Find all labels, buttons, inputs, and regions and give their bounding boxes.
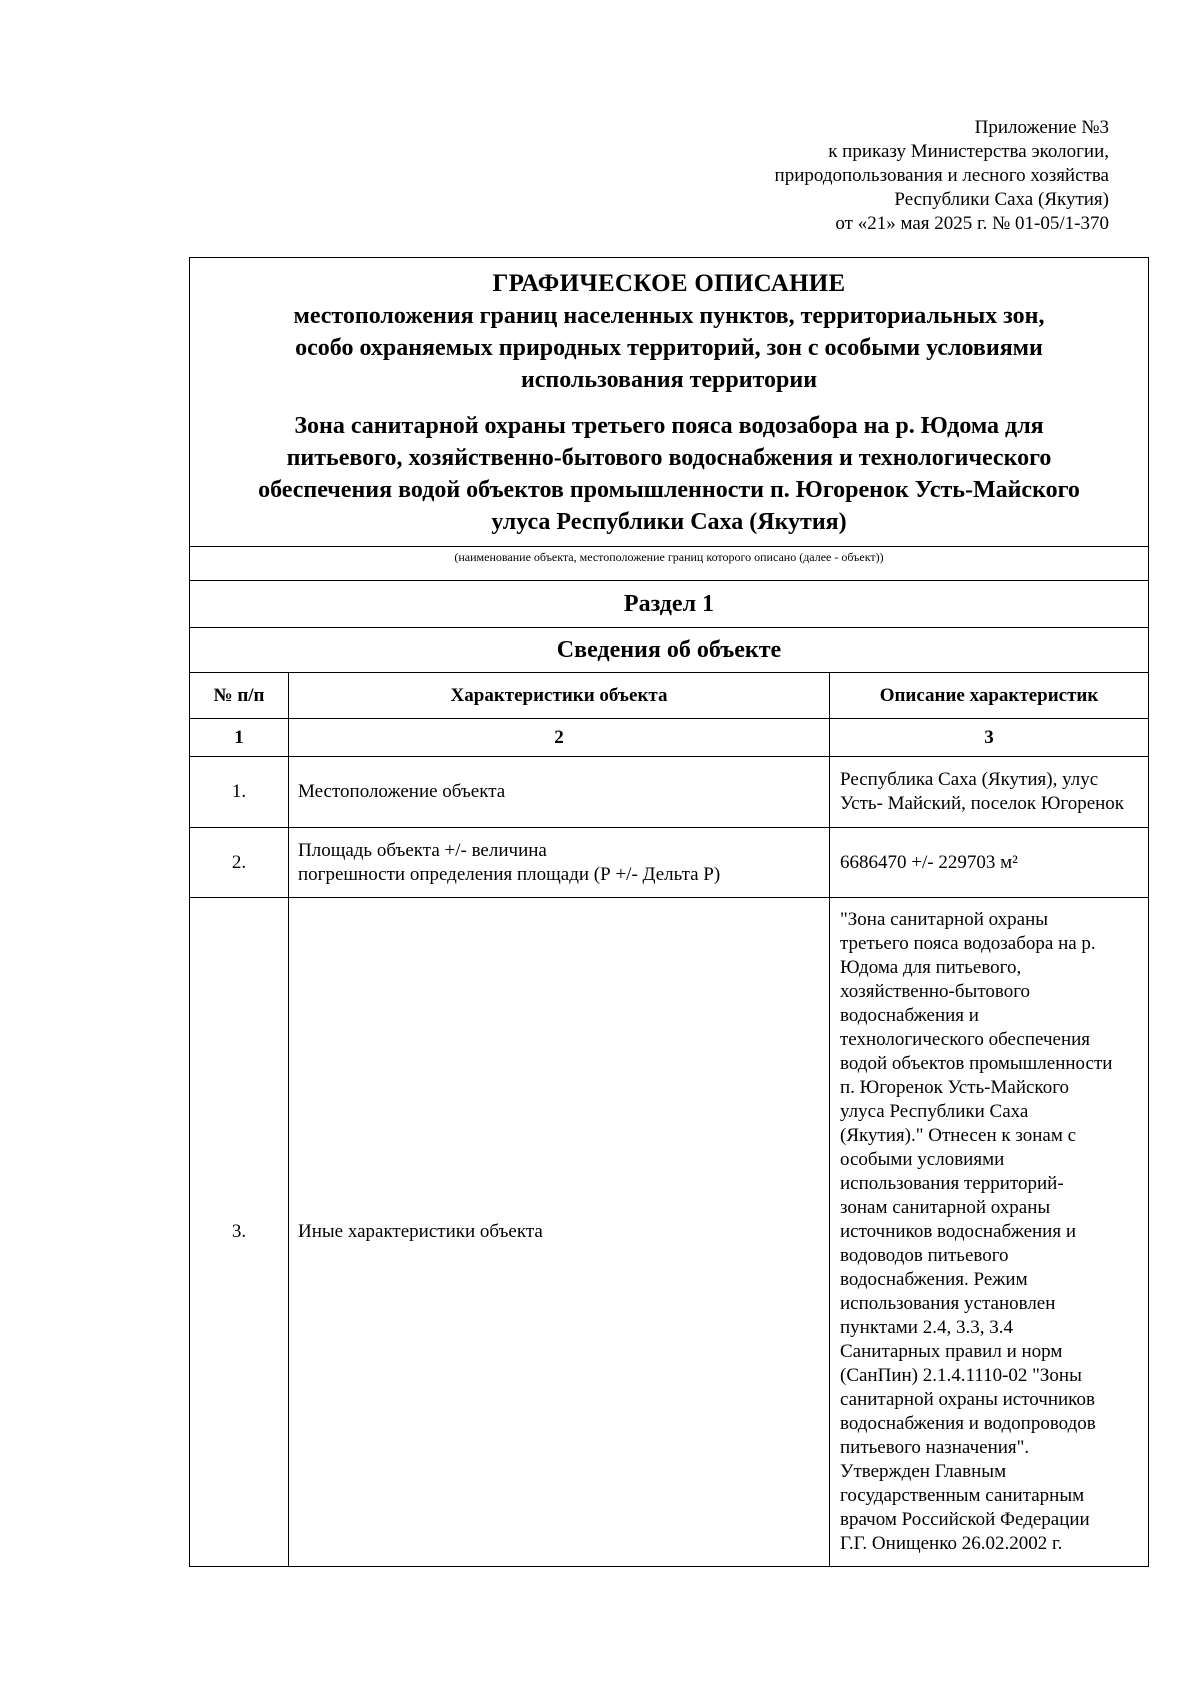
column-numbers-row [190,719,1148,757]
title-subtitle-line: особо охраняемых природных территорий, зон с особыми условиями [295,335,1043,361]
description-text [840,908,1142,1556]
object-name-line: питьевого, хозяйственно-бытового водоснабжения и технологического [286,445,1052,471]
description-line: (Якутия)." Отнесен к зонам с [840,1125,1077,1146]
header-description: Описание характеристик [830,673,1149,719]
table-row [190,828,1148,898]
description-line: третьего пояса водозабора на р. [840,933,1096,954]
row-description [830,757,1149,828]
row-characteristic [289,757,830,828]
description-line: особыми условиями [840,1149,1005,1170]
description-line: Утвержден Главным [840,1461,1007,1482]
object-name-line: обеспечения водой объектов промышленности п. Югоренок Усть-Майского [258,477,1080,503]
object-name-line: Зона санитарной охраны третьего пояса водозабора на р. Юдома для [294,413,1044,439]
row-number: 2. [190,828,289,898]
appendix-line: Приложение №3 [974,117,1109,138]
description-line: использования территорий- [840,1173,1064,1194]
column-number: 1 [190,719,289,757]
table-row [190,898,1148,1567]
description-line: Юдома для питьевого, [840,957,1022,978]
description-line: государственным санитарным [840,1485,1085,1506]
header-number: № п/п [190,673,289,719]
description-line: водой объектов промышленности [840,1053,1113,1074]
description-line: технологического обеспечения [840,1029,1091,1050]
object-name [204,410,1134,538]
appendix-line: к приказу Министерства экологии, [828,141,1109,162]
description-line: Г.Г. Онищенко 26.02.2002 г. [840,1533,1063,1554]
description-line: Республика Саха (Якутия), улус [840,769,1099,790]
description-line: хозяйственно-бытового [840,981,1031,1002]
description-line: пунктами 2.4, 3.3, 3.4 [840,1317,1013,1338]
row-number: 1. [190,757,289,828]
description-line: водоснабжения и [840,1005,979,1026]
column-number: 3 [830,719,1149,757]
row-number: 3. [190,898,289,1567]
table-row [190,757,1148,828]
description-line: питьевого назначения". [840,1437,1030,1458]
column-number: 2 [289,719,830,757]
appendix-line: Республики Саха (Якутия) [894,189,1109,210]
object-info-table [190,673,1148,1566]
section-title: Раздел 1 [190,581,1148,628]
table-header-row [190,673,1148,719]
characteristic-line: погрешности определения площади (Р +/- Дельта Р) [298,863,721,885]
section-subtitle: Сведения об объекте [190,628,1148,673]
description-line: Усть- Майский, поселок Югоренок [840,793,1125,814]
description-line: водоводов питьевого [840,1245,1009,1266]
object-name-line: улуса Республики Саха (Якутия) [491,509,847,535]
characteristic-line: Иные характеристики объекта [298,1221,543,1242]
title-block [190,258,1148,546]
object-note: (наименование объекта, местоположение границ которого описано (далее - объект)) [190,546,1148,581]
row-characteristic [289,898,830,1567]
appendix-line: от «21» мая 2025 г. № 01-05/1-370 [835,213,1109,234]
description-line: 6686470 +/- 229703 м² [840,851,1018,873]
header-characteristic: Характеристики объекта [289,673,830,719]
title-subtitle-line: использования территории [520,367,818,393]
description-line: улуса Республики Саха [840,1101,1029,1122]
description-line: использования установлен [840,1293,1056,1314]
row-characteristic [289,828,830,898]
description-line: санитарной охраны источников [840,1389,1095,1410]
description-line: водоснабжения и водопроводов [840,1413,1096,1434]
characteristic-line: Площадь объекта +/- величина [298,839,547,861]
appendix-block [509,116,1109,236]
document-title: ГРАФИЧЕСКОЕ ОПИСАНИЕ [492,270,846,297]
description-line: источников водоснабжения и [840,1221,1077,1242]
row-description [830,828,1149,898]
title-subtitle-line: местоположения границ населенных пунктов, территориальных зон, [293,303,1045,329]
description-line: "Зона санитарной охраны [840,909,1049,930]
description-line: водоснабжения. Режим [840,1269,1028,1290]
characteristic-line: Местоположение объекта [298,781,506,802]
description-line: п. Югоренок Усть-Майского [840,1077,1070,1098]
document-frame [189,257,1149,1567]
row-description [830,898,1149,1567]
description-line: зонам санитарной охраны [840,1197,1051,1218]
appendix-line: природопользования и лесного хозяйства [774,165,1109,186]
description-line: (СанПин) 2.1.4.1110-02 "Зоны [840,1365,1082,1386]
description-line: Санитарных правил и норм [840,1341,1063,1362]
description-line: врачом Российской Федерации [840,1509,1090,1530]
